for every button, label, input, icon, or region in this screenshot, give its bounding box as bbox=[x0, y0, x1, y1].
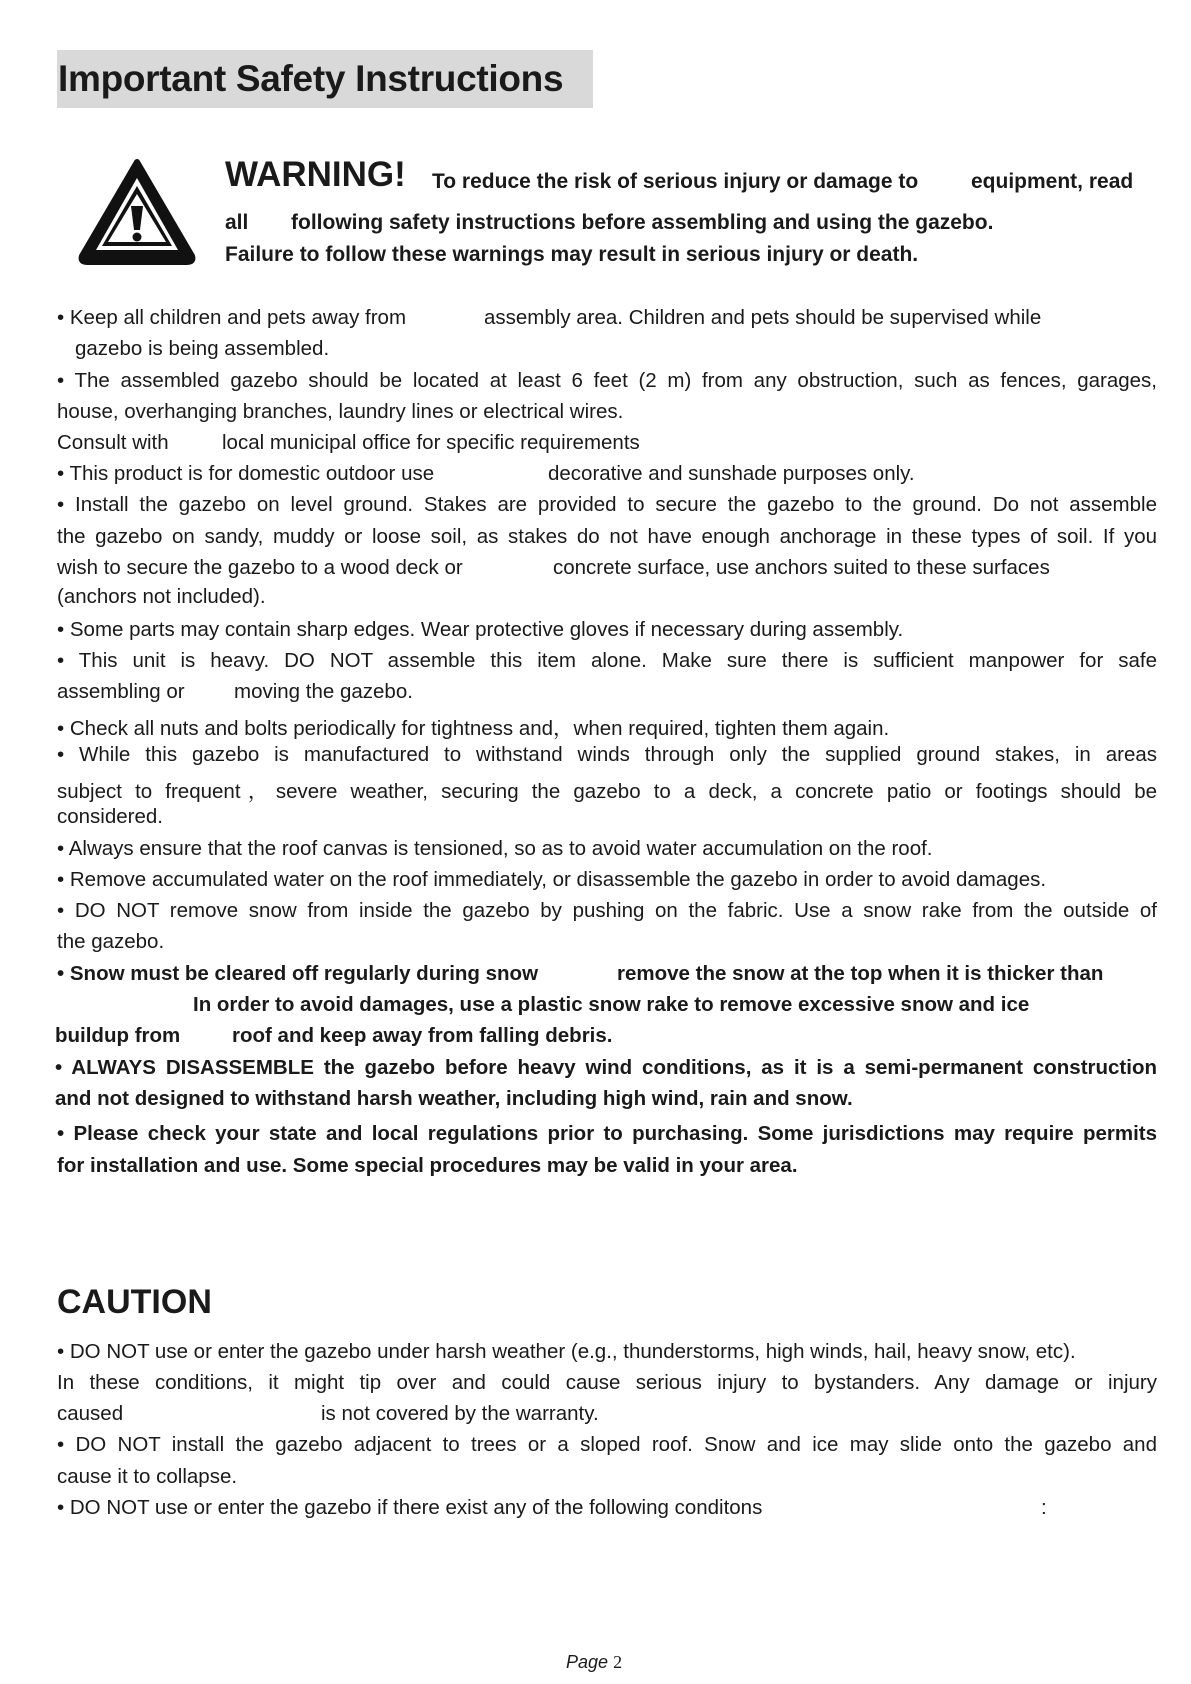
safety-line-14: • Check all nuts and bolts periodically for tightness and，when required, tighten them again. bbox=[57, 717, 890, 740]
safety-line-2: gazebo is being assembled. bbox=[75, 337, 330, 360]
page-number: 2 bbox=[613, 1652, 623, 1672]
safety-line-13-extra: moving the gazebo. bbox=[234, 680, 413, 703]
safety-line-24-extra: roof and keep away from falling debris. bbox=[232, 1024, 613, 1047]
caution-line-4: • DO NOT install the gazebo adjacent to trees or a sloped roof. Snow and ice may slide onto the gazebo and bbox=[57, 1433, 1157, 1456]
safety-line-6: • This product is for domestic outdoor use bbox=[57, 462, 435, 485]
safety-line-1: • Keep all children and pets away from bbox=[57, 306, 407, 329]
safety-line-6-extra: decorative and sunshade purposes only. bbox=[548, 462, 915, 485]
safety-line-20: • DO NOT remove snow from inside the gazebo by pushing on the fabric. Use a snow rake from the outside of bbox=[57, 899, 1157, 922]
safety-line-28: for installation and use. Some special procedures may be valid in your area. bbox=[57, 1154, 798, 1177]
safety-line-26: and not designed to withstand harsh weather, including high wind, rain and snow. bbox=[55, 1087, 853, 1110]
safety-line-12: • This unit is heavy. DO NOT assemble this item alone. Make sure there is sufficient manpower for safe bbox=[57, 649, 1157, 672]
caution-line-2: In these conditions, it might tip over and could cause serious injury to bystanders. Any damage or injury bbox=[57, 1371, 1157, 1394]
safety-line-10: (anchors not included). bbox=[57, 585, 266, 608]
warning-line-3: Failure to follow these warnings may result in serious injury or death. bbox=[225, 243, 919, 266]
safety-line-24: buildup from bbox=[55, 1024, 181, 1047]
safety-line-15: • While this gazebo is manufactured to withstand winds through only the supplied ground stakes, in areas bbox=[57, 743, 1157, 766]
safety-line-22: • Snow must be cleared off regularly during snow bbox=[57, 962, 539, 985]
warning-triangle-icon bbox=[76, 156, 198, 266]
safety-line-25: • ALWAYS DISASSEMBLE the gazebo before heavy wind conditions, as it is a semi-permanent construction bbox=[55, 1056, 1157, 1079]
caution-line-5: cause it to collapse. bbox=[57, 1465, 238, 1488]
safety-line-23: In order to avoid damages, use a plastic snow rake to remove excessive snow and ice bbox=[193, 993, 1030, 1016]
safety-line-5-extra: local municipal office for specific requirements bbox=[222, 431, 640, 454]
caution-line-3-extra: is not covered by the warranty. bbox=[321, 1402, 599, 1425]
safety-line-9-extra: concrete surface, use anchors suited to these surfaces bbox=[553, 556, 1050, 579]
warning-line-2a: all bbox=[225, 211, 249, 234]
safety-line-9: wish to secure the gazebo to a wood deck or bbox=[57, 556, 463, 579]
safety-line-3: • The assembled gazebo should be located at least 6 feet (2 m) from any obstruction, such as fences, garages, bbox=[57, 369, 1157, 392]
safety-line-22-extra: remove the snow at the top when it is thicker than bbox=[617, 962, 1104, 985]
caution-line-6: • DO NOT use or enter the gazebo if there exist any of the following conditons bbox=[57, 1496, 763, 1519]
page-label: Page bbox=[566, 1652, 609, 1672]
safety-line-8: the gazebo on sandy, muddy or loose soil, as stakes do not have enough anchorage in these types of soil. If you bbox=[57, 525, 1157, 548]
safety-line-7: • Install the gazebo on level ground. Stakes are provided to secure the gazebo to the ground. Do not assemble bbox=[57, 493, 1157, 516]
page-footer bbox=[566, 1652, 622, 1673]
safety-line-21: the gazebo. bbox=[57, 930, 165, 953]
safety-line-13: assembling or bbox=[57, 680, 185, 703]
safety-line-11: • Some parts may contain sharp edges. Wear protective gloves if necessary during assembly. bbox=[57, 618, 904, 641]
warning-line-1a: To reduce the risk of serious injury or damage to bbox=[432, 170, 919, 193]
warning-heading: WARNING! bbox=[225, 155, 406, 194]
safety-line-1-extra: assembly area. Children and pets should be supervised while bbox=[484, 306, 1042, 329]
warning-line-2b: following safety instructions before assembling and using the gazebo. bbox=[291, 211, 994, 234]
caution-line-3: caused bbox=[57, 1402, 124, 1425]
safety-line-17: considered. bbox=[57, 805, 163, 828]
safety-line-4: house, overhanging branches, laundry lines or electrical wires. bbox=[57, 400, 624, 423]
caution-line-1: • DO NOT use or enter the gazebo under harsh weather (e.g., thunderstorms, high winds, hail, heavy snow, etc). bbox=[57, 1340, 1076, 1363]
safety-line-18: • Always ensure that the roof canvas is tensioned, so as to avoid water accumulation on the roof. bbox=[57, 837, 933, 860]
safety-line-5: Consult with bbox=[57, 431, 169, 454]
safety-line-27: • Please check your state and local regulations prior to purchasing. Some jurisdictions may require permits bbox=[57, 1122, 1157, 1145]
safety-line-16: subject to frequent，severe weather, securing the gazebo to a deck, a concrete patio or footings should be bbox=[57, 780, 1157, 803]
safety-line-19: • Remove accumulated water on the roof immediately, or disassemble the gazebo in order to avoid damages. bbox=[57, 868, 1047, 891]
page-title: Important Safety Instructions bbox=[58, 58, 564, 99]
warning-line-1b: equipment, read bbox=[971, 170, 1134, 193]
caution-line-6-extra: : bbox=[1041, 1496, 1047, 1519]
caution-heading: CAUTION bbox=[57, 1283, 212, 1321]
